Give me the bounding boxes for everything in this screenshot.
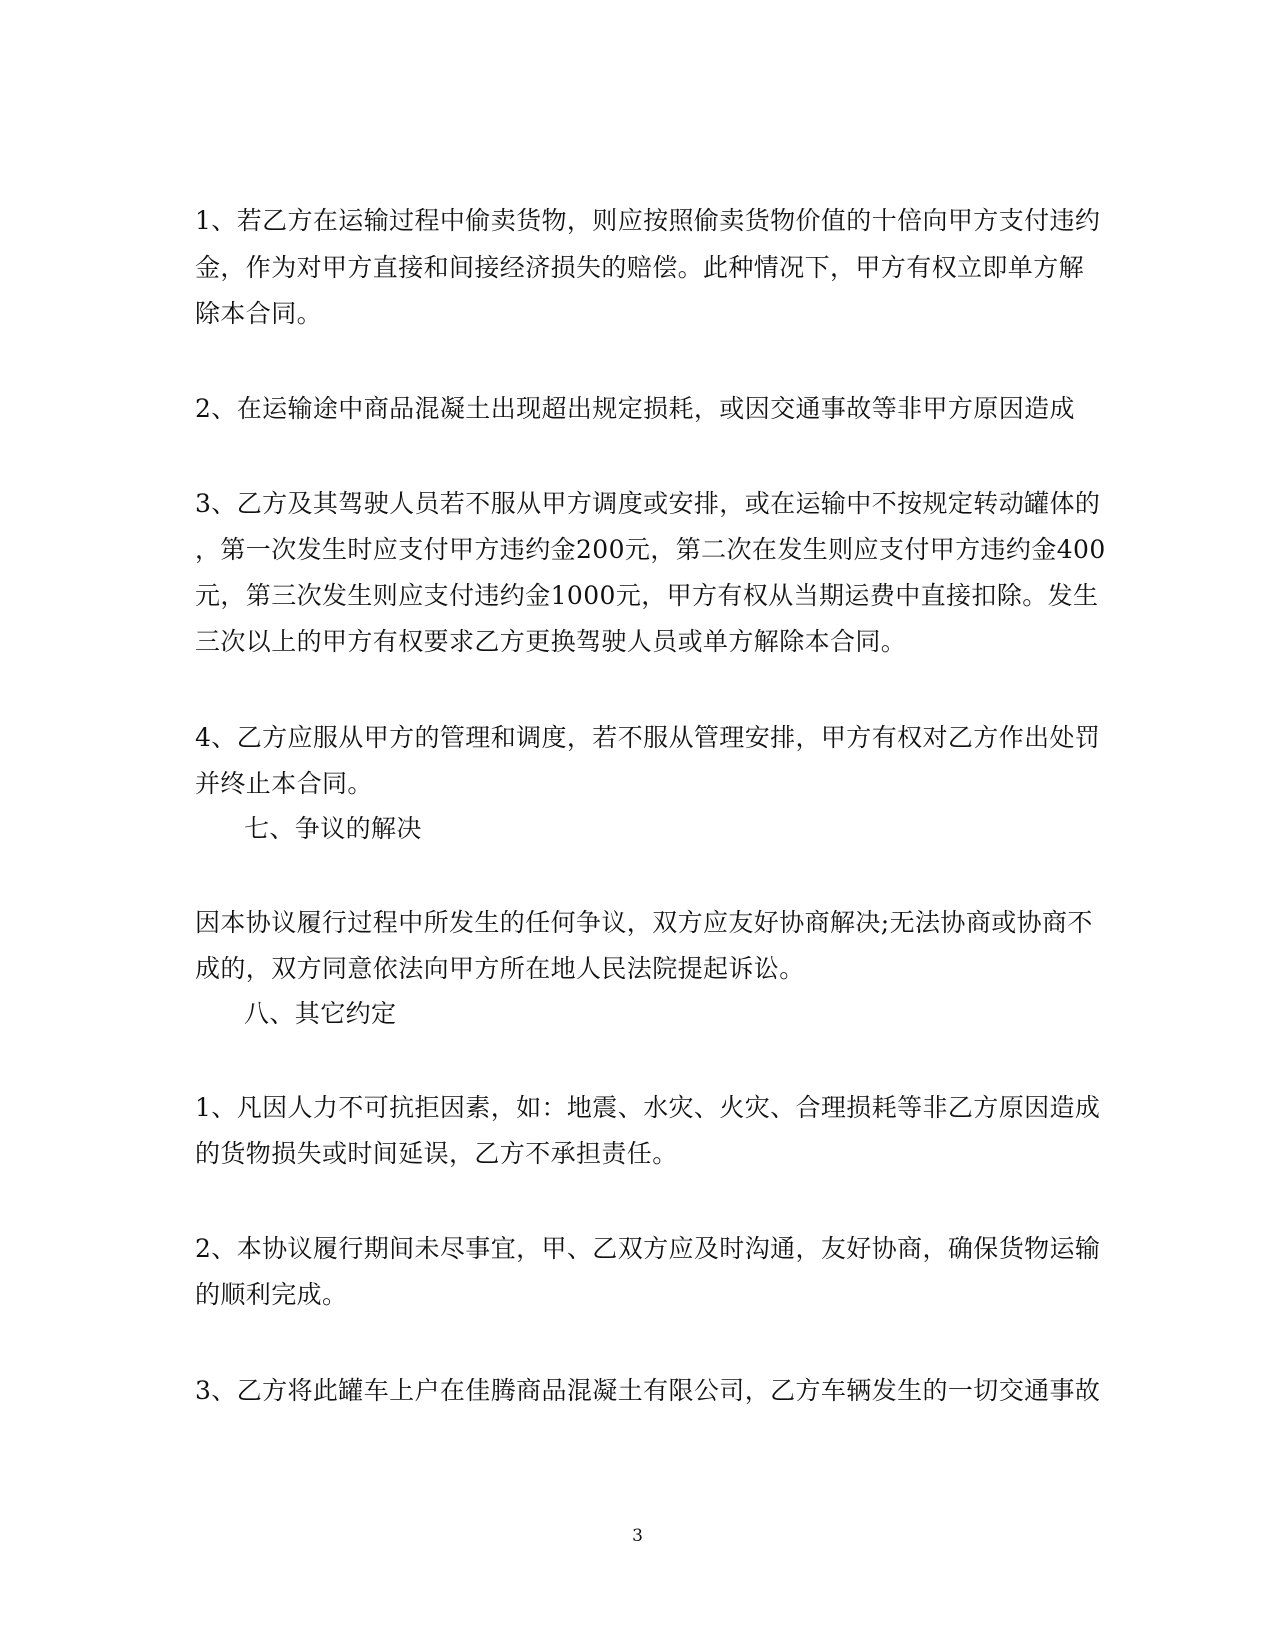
clause-6-4-line-2: 并终止本合同。	[195, 769, 373, 798]
clause-8-3-line-1: 3、乙方将此罐车上户在佳腾商品混凝土有限公司，乙方车辆发生的一切交通事故	[195, 1376, 1101, 1405]
clause-6-3-line-1: 3、乙方及其驾驶人员若不服从甲方调度或安排，或在运输中不按规定转动罐体的	[195, 489, 1101, 518]
clause-6-1-line-2: 金，作为对甲方直接和间接经济损失的赔偿。此种情况下，甲方有权立即单方解	[195, 253, 1085, 282]
clause-6-3-line-4: 三次以上的甲方有权要求乙方更换驾驶人员或单方解除本合同。	[195, 627, 907, 656]
clause-6-3-line-3: 元，第三次发生则应支付违约金1000元，甲方有权从当期运费中直接扣除。发生	[195, 581, 1099, 610]
section-7-line-2: 成的，双方同意依法向甲方所在地人民法院提起诉讼。	[195, 954, 805, 983]
section-7-line-1: 因本协议履行过程中所发生的任何争议，双方应友好协商解决;无法协商或协商不	[195, 908, 1093, 937]
clause-6-1-line-3: 除本合同。	[195, 299, 323, 328]
section-7-heading: 七、争议的解决	[244, 814, 422, 843]
clause-6-4-line-1: 4、乙方应服从甲方的管理和调度，若不服从管理安排，甲方有权对乙方作出处罚	[195, 723, 1101, 752]
clause-6-2-line-1: 2、在运输途中商品混凝土出现超出规定损耗，或因交通事故等非甲方原因造成	[195, 394, 1075, 423]
clause-8-2-line-2: 的顺利完成。	[195, 1280, 348, 1309]
page-number: 3	[632, 1526, 643, 1546]
clause-6-1-line-1: 1、若乙方在运输过程中偷卖货物，则应按照偷卖货物价值的十倍向甲方支付违约	[195, 206, 1101, 235]
clause-8-1-line-1: 1、凡因人力不可抗拒因素，如：地震、水灾、火灾、合理损耗等非乙方原因造成	[195, 1093, 1101, 1122]
clause-8-2-line-1: 2、本协议履行期间未尽事宜，甲、乙双方应及时沟通，友好协商，确保货物运输	[195, 1234, 1101, 1263]
clause-8-1-line-2: 的货物损失或时间延误，乙方不承担责任。	[195, 1139, 678, 1168]
section-8-heading: 八、其它约定	[244, 999, 397, 1028]
clause-6-3-line-2: ，第一次发生时应支付甲方违约金200元，第二次在发生则应支付甲方违约金400	[195, 535, 1106, 564]
